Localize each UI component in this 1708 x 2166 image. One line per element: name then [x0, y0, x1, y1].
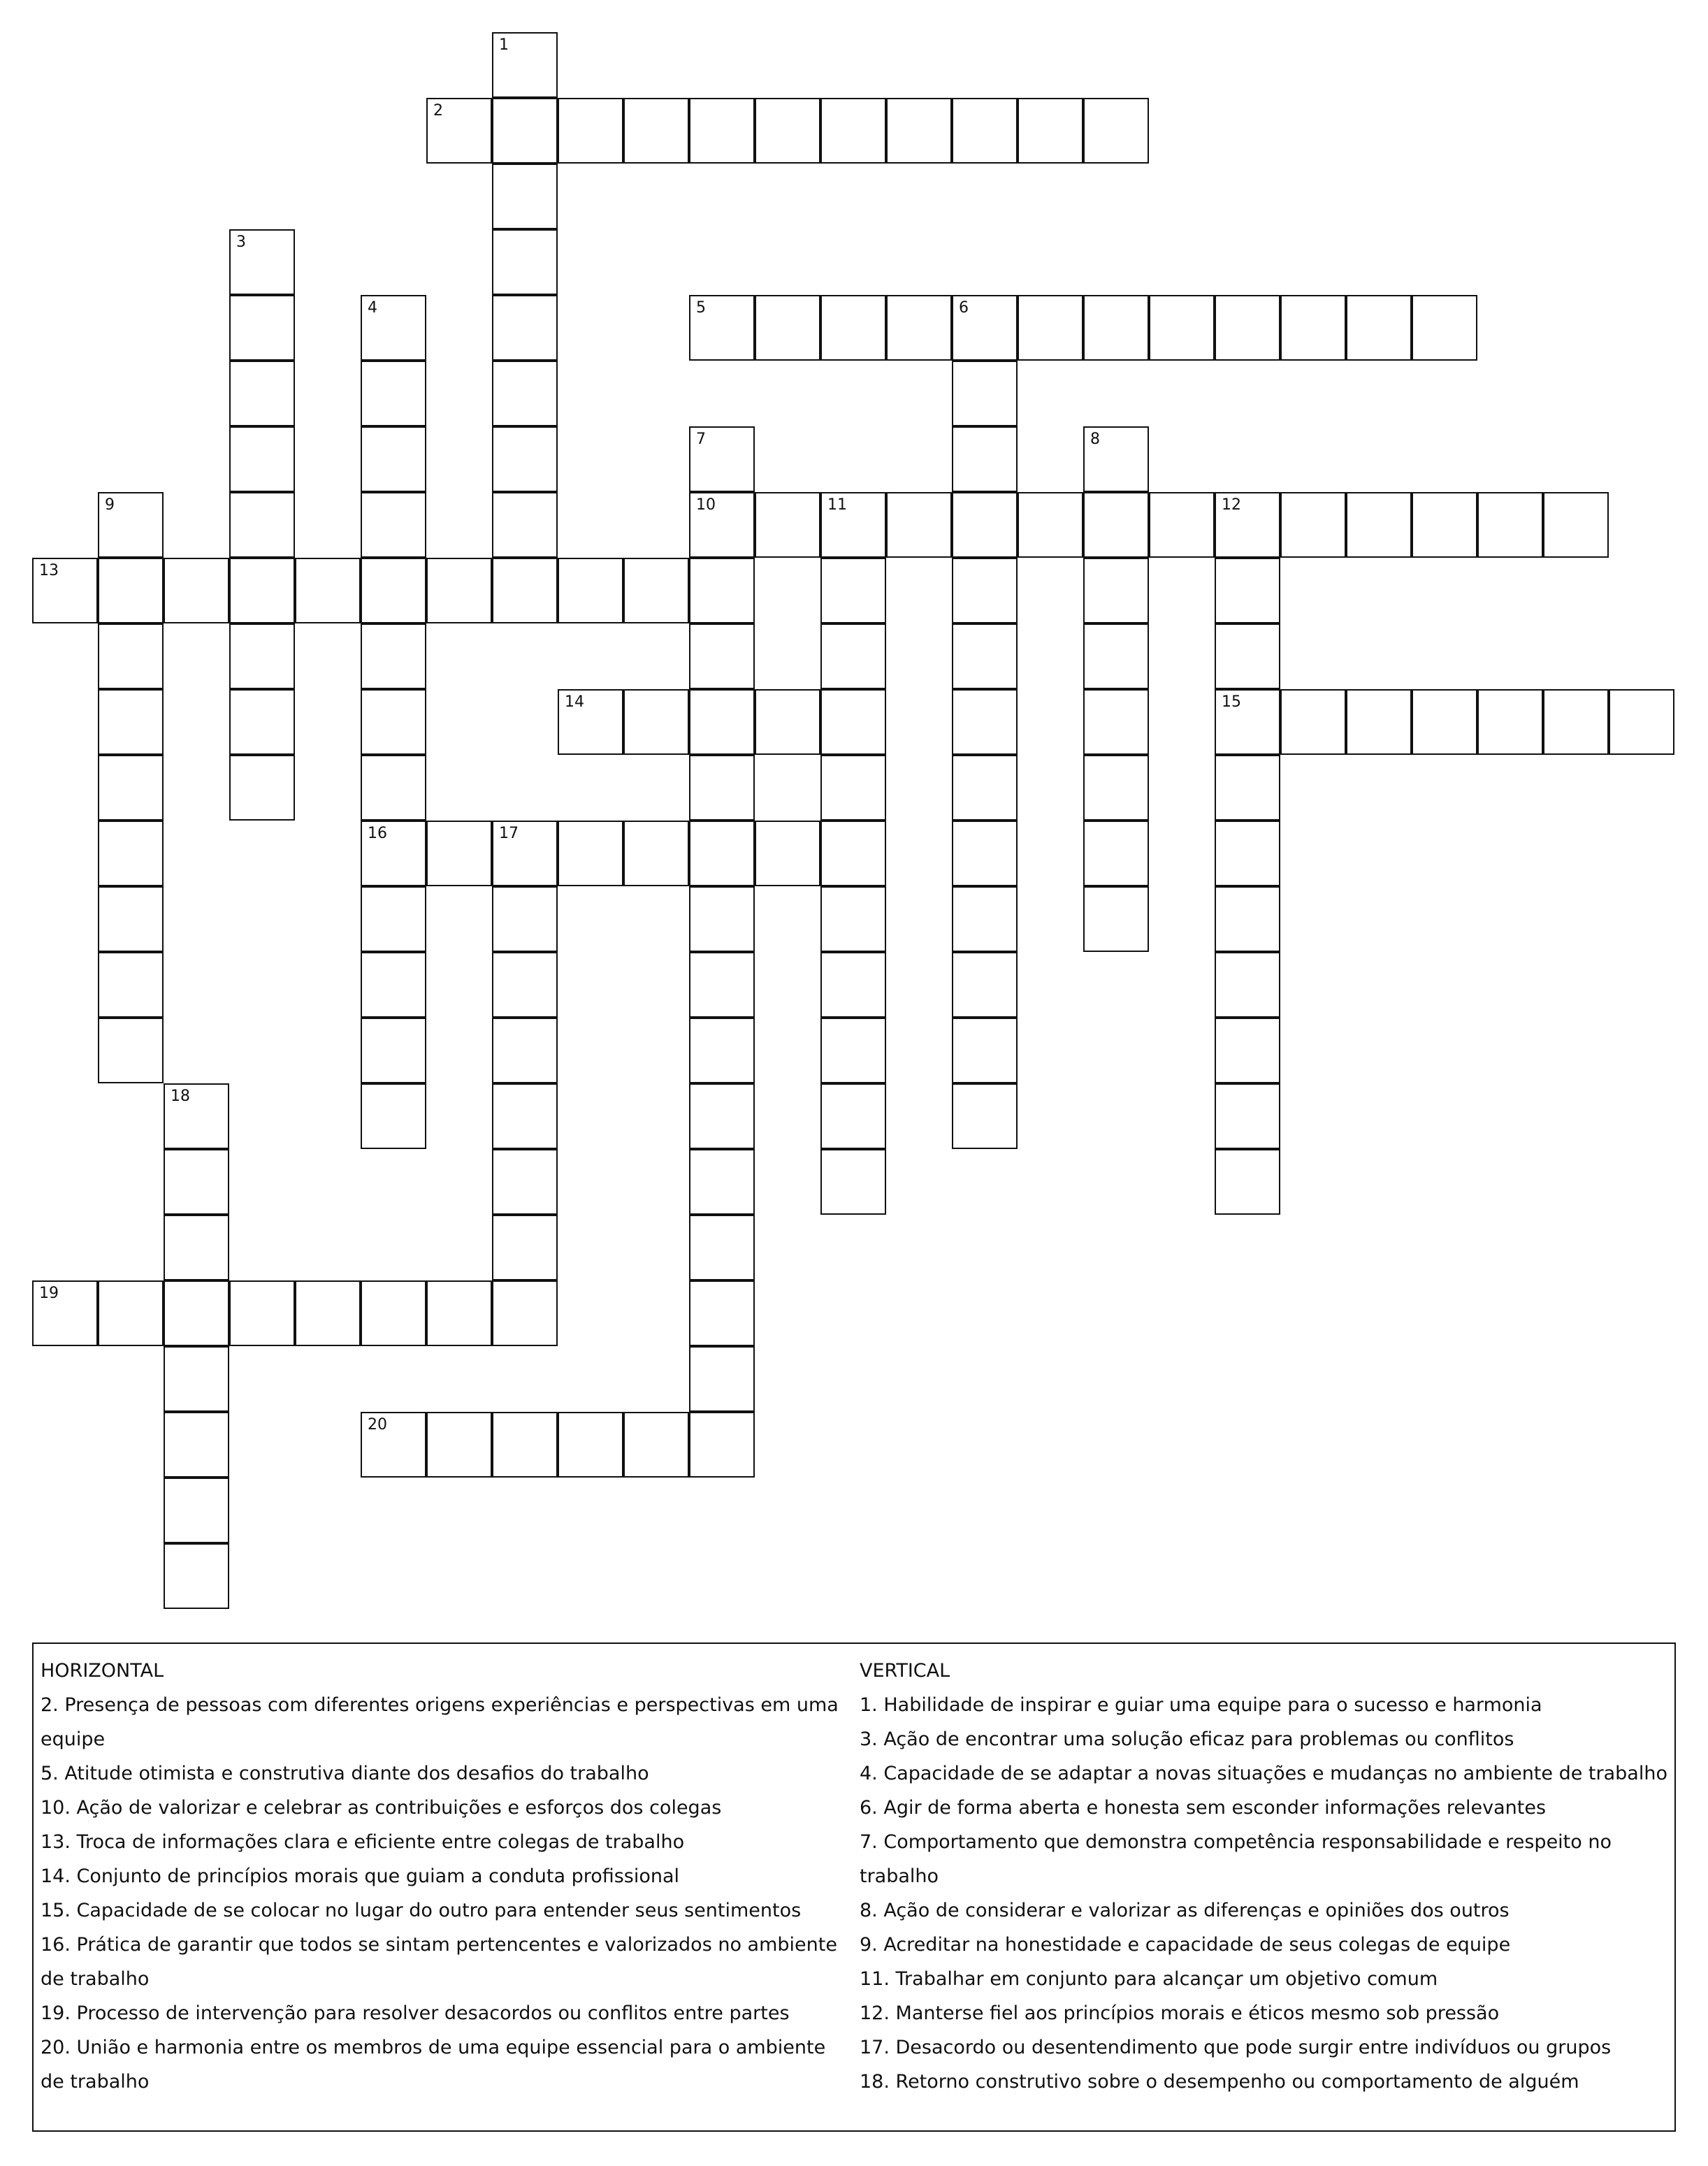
- grid-cell[interactable]: [229, 689, 295, 755]
- down-heading: VERTICAL: [860, 1660, 950, 1682]
- grid-cell[interactable]: [426, 98, 492, 164]
- across-clue-5: 5. Atitude otimista e construtiva diante dos desafios do trabalho: [41, 1763, 649, 1784]
- across-clue-16: 16. Prática de garantir que todos se sintam pertencentes e valorizados no ambiente de trabalho: [41, 1934, 837, 1990]
- grid-cell[interactable]: [426, 821, 492, 886]
- grid-cell[interactable]: [1215, 1018, 1280, 1083]
- grid-cell[interactable]: [886, 492, 952, 558]
- grid-cell[interactable]: [952, 295, 1018, 361]
- grid-cell[interactable]: [426, 558, 492, 623]
- grid-cell[interactable]: [229, 492, 295, 558]
- grid-cell[interactable]: [755, 98, 820, 164]
- grid-cell[interactable]: [623, 558, 689, 623]
- grid-cell[interactable]: [98, 755, 164, 821]
- grid-cell[interactable]: [558, 558, 623, 623]
- grid-cell[interactable]: [689, 492, 755, 558]
- clue-number: 1: [499, 36, 509, 54]
- grid-cell[interactable]: [820, 492, 886, 558]
- grid-cell[interactable]: [689, 1149, 755, 1215]
- grid-cell[interactable]: [689, 558, 755, 623]
- clue-number: 9: [105, 496, 115, 514]
- across-clue-19: 19. Processo de intervenção para resolver desacordos ou conflitos entre partes: [41, 2002, 790, 2024]
- grid-cell[interactable]: [229, 755, 295, 821]
- grid-cell[interactable]: [361, 1083, 426, 1149]
- grid-cell[interactable]: [1543, 689, 1609, 755]
- grid-cell[interactable]: [1083, 689, 1149, 755]
- grid-cell[interactable]: [1083, 98, 1149, 164]
- grid-cell[interactable]: [492, 1083, 558, 1149]
- grid-cell[interactable]: [952, 755, 1018, 821]
- clue-number: 2: [433, 102, 443, 120]
- grid-cell[interactable]: [164, 1478, 229, 1543]
- grid-cell[interactable]: [32, 1280, 98, 1346]
- grid-cell[interactable]: [492, 492, 558, 558]
- grid-cell[interactable]: [361, 426, 426, 492]
- clue-number: 13: [39, 562, 59, 579]
- grid-cell[interactable]: [492, 1280, 558, 1346]
- clue-number: 19: [39, 1285, 59, 1302]
- grid-cell[interactable]: [295, 1280, 361, 1346]
- grid-cell[interactable]: [229, 558, 295, 623]
- grid-cell[interactable]: [492, 164, 558, 229]
- grid-cell[interactable]: [623, 1412, 689, 1478]
- grid-cell[interactable]: [623, 689, 689, 755]
- grid-cell[interactable]: [492, 1412, 558, 1478]
- grid-cell[interactable]: [1083, 755, 1149, 821]
- clue-number: 6: [959, 299, 969, 317]
- down-clue-11: 11. Trabalhar em conjunto para alcançar um objetivo comum: [860, 1968, 1438, 1990]
- grid-cell[interactable]: [361, 361, 426, 426]
- grid-cell[interactable]: [164, 1543, 229, 1609]
- grid-cell[interactable]: [558, 689, 623, 755]
- grid-cell[interactable]: [820, 755, 886, 821]
- grid-cell[interactable]: [558, 1412, 623, 1478]
- grid-cell[interactable]: [1083, 426, 1149, 492]
- grid-cell[interactable]: [1215, 755, 1280, 821]
- grid-cell[interactable]: [820, 689, 886, 755]
- across-clue-2: 2. Presença de pessoas com diferentes origens experiências e perspectivas em uma equipe: [41, 1694, 839, 1750]
- grid-cell[interactable]: [32, 558, 98, 623]
- grid-cell[interactable]: [820, 1083, 886, 1149]
- grid-cell[interactable]: [492, 886, 558, 952]
- clue-number: 4: [368, 299, 377, 317]
- grid-cell[interactable]: [1215, 623, 1280, 689]
- down-clue-7: 7. Comportamento que demonstra competência responsabilidade e respeito no trabalho: [860, 1831, 1612, 1887]
- grid-cell[interactable]: [952, 361, 1018, 426]
- grid-cell[interactable]: [952, 426, 1018, 492]
- grid-cell[interactable]: [98, 689, 164, 755]
- grid-cell[interactable]: [361, 886, 426, 952]
- grid-cell[interactable]: [820, 1018, 886, 1083]
- grid-cell[interactable]: [1477, 689, 1543, 755]
- grid-cell[interactable]: [426, 1412, 492, 1478]
- grid-cell[interactable]: [1083, 492, 1149, 558]
- grid-cell[interactable]: [98, 821, 164, 886]
- across-clue-20: 20. União e harmonia entre os membros de uma equipe essencial para o ambiente de trabalho: [41, 2037, 826, 2093]
- grid-cell[interactable]: [361, 558, 426, 623]
- across-clue-13: 13. Troca de informações clara e eficiente entre colegas de trabalho: [41, 1831, 685, 1853]
- grid-cell[interactable]: [361, 689, 426, 755]
- grid-cell[interactable]: [689, 295, 755, 361]
- grid-cell[interactable]: [164, 1346, 229, 1412]
- grid-cell[interactable]: [1215, 492, 1280, 558]
- grid-cell[interactable]: [558, 98, 623, 164]
- grid-cell[interactable]: [886, 295, 952, 361]
- grid-cell[interactable]: [98, 492, 164, 558]
- clue-number: 14: [565, 693, 584, 711]
- grid-cell[interactable]: [98, 1280, 164, 1346]
- grid-cell[interactable]: [952, 821, 1018, 886]
- grid-cell[interactable]: [1609, 689, 1674, 755]
- clue-number: 10: [696, 496, 716, 514]
- clue-number: 12: [1222, 496, 1241, 514]
- grid-cell[interactable]: [623, 821, 689, 886]
- grid-cell[interactable]: [952, 689, 1018, 755]
- grid-cell[interactable]: [361, 1018, 426, 1083]
- grid-cell[interactable]: [1412, 492, 1477, 558]
- grid-cell[interactable]: [820, 98, 886, 164]
- grid-cell[interactable]: [689, 623, 755, 689]
- clue-number: 11: [827, 496, 847, 514]
- across-clue-15: 15. Capacidade de se colocar no lugar do outro para entender seus sentimentos: [41, 1900, 802, 1921]
- grid-cell[interactable]: [820, 623, 886, 689]
- grid-cell[interactable]: [492, 952, 558, 1018]
- grid-cell[interactable]: [1543, 492, 1609, 558]
- grid-cell[interactable]: [1280, 492, 1346, 558]
- grid-cell[interactable]: [98, 623, 164, 689]
- grid-cell[interactable]: [1018, 98, 1083, 164]
- grid-cell[interactable]: [820, 886, 886, 952]
- clue-number: 18: [171, 1088, 190, 1105]
- grid-cell[interactable]: [361, 755, 426, 821]
- grid-cell[interactable]: [1215, 558, 1280, 623]
- clue-number: 20: [368, 1416, 387, 1434]
- grid-cell[interactable]: [689, 1018, 755, 1083]
- grid-cell[interactable]: [689, 1215, 755, 1280]
- clue-number: 15: [1222, 693, 1241, 711]
- grid-cell[interactable]: [1083, 623, 1149, 689]
- grid-cell[interactable]: [1215, 1083, 1280, 1149]
- down-clue-17: 17. Desacordo ou desentendimento que pode surgir entre indivíduos ou grupos: [860, 2037, 1612, 2058]
- grid-cell[interactable]: [820, 295, 886, 361]
- grid-cell[interactable]: [689, 1412, 755, 1478]
- grid-cell[interactable]: [1346, 492, 1412, 558]
- grid-cell[interactable]: [164, 1083, 229, 1149]
- grid-cell[interactable]: [164, 1149, 229, 1215]
- grid-cell[interactable]: [492, 361, 558, 426]
- grid-cell[interactable]: [164, 1215, 229, 1280]
- grid-cell[interactable]: [492, 1215, 558, 1280]
- grid-cell[interactable]: [98, 1018, 164, 1083]
- grid-cell[interactable]: [952, 1083, 1018, 1149]
- clue-number: 3: [236, 233, 246, 251]
- across-clue-10: 10. Ação de valorizar e celebrar as contribuições e esforços dos colegas: [41, 1797, 722, 1819]
- grid-cell[interactable]: [755, 821, 820, 886]
- grid-cell[interactable]: [952, 1018, 1018, 1083]
- down-clues: [860, 1654, 1670, 2099]
- grid-cell[interactable]: [755, 492, 820, 558]
- down-clue-3: 3. Ação de encontrar uma solução eficaz para problemas ou conflitos: [860, 1728, 1514, 1750]
- grid-cell[interactable]: [1346, 689, 1412, 755]
- grid-cell[interactable]: [952, 952, 1018, 1018]
- down-clue-6: 6. Agir de forma aberta e honesta sem esconder informações relevantes: [860, 1797, 1547, 1819]
- grid-cell[interactable]: [492, 558, 558, 623]
- grid-cell[interactable]: [164, 1280, 229, 1346]
- grid-cell[interactable]: [755, 689, 820, 755]
- grid-cell[interactable]: [492, 295, 558, 361]
- grid-cell[interactable]: [164, 1412, 229, 1478]
- grid-cell[interactable]: [361, 1280, 426, 1346]
- grid-cell[interactable]: [229, 295, 295, 361]
- grid-cell[interactable]: [1215, 1149, 1280, 1215]
- clue-panel: [32, 1642, 1676, 2132]
- grid-cell[interactable]: [1149, 492, 1215, 558]
- grid-cell[interactable]: [229, 623, 295, 689]
- grid-cell[interactable]: [1215, 952, 1280, 1018]
- clue-number: 16: [368, 825, 387, 842]
- grid-cell[interactable]: [952, 98, 1018, 164]
- grid-cell[interactable]: [295, 558, 361, 623]
- grid-cell[interactable]: [229, 361, 295, 426]
- across-clues: [41, 1654, 851, 2099]
- down-clue-1: 1. Habilidade de inspirar e guiar uma equipe para o sucesso e harmonia: [860, 1694, 1542, 1716]
- grid-cell[interactable]: [492, 229, 558, 295]
- grid-cell[interactable]: [361, 1412, 426, 1478]
- clue-number: 8: [1090, 431, 1100, 448]
- grid-cell[interactable]: [164, 558, 229, 623]
- grid-cell[interactable]: [1083, 558, 1149, 623]
- grid-cell[interactable]: [623, 98, 689, 164]
- grid-cell[interactable]: [361, 952, 426, 1018]
- grid-cell[interactable]: [1215, 886, 1280, 952]
- grid-cell[interactable]: [689, 426, 755, 492]
- grid-cell[interactable]: [820, 1149, 886, 1215]
- grid-cell[interactable]: [689, 1083, 755, 1149]
- grid-cell[interactable]: [689, 755, 755, 821]
- grid-cell[interactable]: [1149, 295, 1215, 361]
- across-clue-14: 14. Conjunto de princípios morais que guiam a conduta profissional: [41, 1865, 680, 1887]
- grid-cell[interactable]: [820, 558, 886, 623]
- down-clue-18: 18. Retorno construtivo sobre o desempenho ou comportamento de alguém: [860, 2071, 1579, 2093]
- clue-number: 5: [696, 299, 706, 317]
- grid-cell[interactable]: [1346, 295, 1412, 361]
- grid-cell[interactable]: [492, 32, 558, 98]
- grid-cell[interactable]: [492, 1149, 558, 1215]
- grid-cell[interactable]: [820, 952, 886, 1018]
- clue-number: 17: [499, 825, 519, 842]
- grid-cell[interactable]: [689, 886, 755, 952]
- grid-cell[interactable]: [689, 821, 755, 886]
- grid-cell[interactable]: [229, 229, 295, 295]
- across-heading: HORIZONTAL: [41, 1660, 164, 1682]
- grid-cell[interactable]: [1412, 689, 1477, 755]
- down-clue-12: 12. Manterse fiel aos princípios morais e éticos mesmo sob pressão: [860, 2002, 1500, 2024]
- grid-cell[interactable]: [952, 886, 1018, 952]
- grid-cell[interactable]: [1215, 689, 1280, 755]
- grid-cell[interactable]: [689, 1280, 755, 1346]
- grid-cell[interactable]: [689, 952, 755, 1018]
- grid-cell[interactable]: [492, 98, 558, 164]
- grid-cell[interactable]: [229, 426, 295, 492]
- grid-cell[interactable]: [361, 492, 426, 558]
- grid-cell[interactable]: [1083, 821, 1149, 886]
- down-clue-9: 9. Acreditar na honestidade e capacidade de seus colegas de equipe: [860, 1934, 1511, 1956]
- clue-number: 7: [696, 431, 706, 448]
- grid-cell[interactable]: [1412, 295, 1477, 361]
- grid-cell[interactable]: [1215, 295, 1280, 361]
- grid-cell[interactable]: [689, 1346, 755, 1412]
- grid-cell[interactable]: [98, 952, 164, 1018]
- grid-cell[interactable]: [98, 558, 164, 623]
- down-clue-8: 8. Ação de considerar e valorizar as diferenças e opiniões dos outros: [860, 1900, 1510, 1921]
- grid-cell[interactable]: [1018, 295, 1083, 361]
- grid-cell[interactable]: [689, 689, 755, 755]
- grid-cell[interactable]: [1280, 295, 1346, 361]
- down-clue-4: 4. Capacidade de se adaptar a novas situações e mudanças no ambiente de trabalho: [860, 1763, 1667, 1784]
- grid-cell[interactable]: [229, 1280, 295, 1346]
- grid-cell[interactable]: [1477, 492, 1543, 558]
- grid-cell[interactable]: [492, 1018, 558, 1083]
- grid-cell[interactable]: [558, 821, 623, 886]
- grid-cell[interactable]: [1018, 492, 1083, 558]
- grid-cell[interactable]: [426, 1280, 492, 1346]
- grid-cell[interactable]: [361, 295, 426, 361]
- grid-cell[interactable]: [820, 821, 886, 886]
- grid-cell[interactable]: [1280, 689, 1346, 755]
- grid-cell[interactable]: [492, 821, 558, 886]
- grid-cell[interactable]: [689, 98, 755, 164]
- grid-cell[interactable]: [1083, 295, 1149, 361]
- grid-cell[interactable]: [492, 426, 558, 492]
- grid-cell[interactable]: [952, 558, 1018, 623]
- grid-cell[interactable]: [1215, 821, 1280, 886]
- grid-cell[interactable]: [1083, 886, 1149, 952]
- grid-cell[interactable]: [361, 821, 426, 886]
- grid-cell[interactable]: [952, 623, 1018, 689]
- grid-cell[interactable]: [361, 623, 426, 689]
- grid-cell[interactable]: [886, 98, 952, 164]
- grid-cell[interactable]: [952, 492, 1018, 558]
- grid-cell[interactable]: [755, 295, 820, 361]
- grid-cell[interactable]: [98, 886, 164, 952]
